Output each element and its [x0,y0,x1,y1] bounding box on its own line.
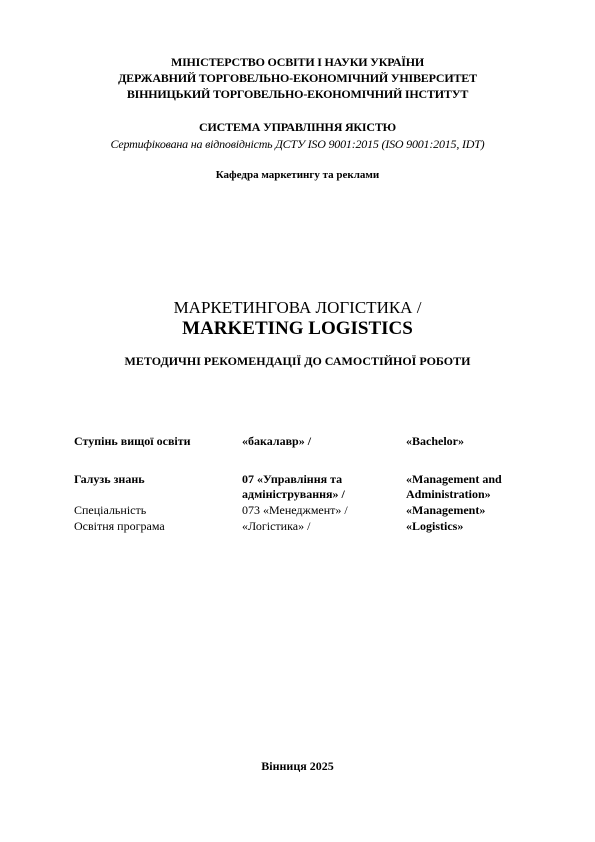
field-value-ua-line1: 07 «Управління та [242,472,343,486]
specialty-value-ua: 073 «Менеджмент» / [242,503,348,517]
university-heading: ДЕРЖАВНИЙ ТОРГОВЕЛЬНО-ЕКОНОМІЧНИЙ УНІВЕРСИТЕТ [118,71,477,85]
field-label: Галузь знань [74,472,145,486]
document-title-ukrainian: МАРКЕТИНГОВА ЛОГІСТИКА / [173,298,422,317]
quality-system-heading: СИСТЕМА УПРАВЛІННЯ ЯКІСТЮ [199,120,396,134]
degree-label: Ступінь вищої освіти [74,434,191,448]
ministry-heading: МІНІСТЕРСТВО ОСВІТИ І НАУКИ УКРАЇНИ [170,55,425,69]
field-value-ua-line2: адміністрування» / [242,487,345,501]
city-year: Вінниця 2025 [261,759,334,773]
document-subtitle: МЕТОДИЧНІ РЕКОМЕНДАЦІЇ ДО САМОСТІЙНОЇ РОБОТИ [124,354,471,368]
field-value-en-line2: Administration» [406,487,491,501]
degree-value-en: «Bachelor» [406,434,464,448]
field-value-en-line1: «Management and [406,472,502,486]
program-value-ua: «Логістика» / [242,519,311,533]
certification-line: Сертифікована на відповідність ДСТУ ISO 9001:2015 (ISO 9001:2015, IDT) [110,137,485,151]
department-name: Кафедра маркетингу та реклами [215,169,380,181]
program-value-en: «Logistics» [406,519,464,533]
program-label: Освітня програма [74,519,165,533]
specialty-value-en: «Management» [406,503,486,517]
degree-value-ua: «бакалавр» / [242,434,312,448]
institute-heading: ВІННИЦЬКИЙ ТОРГОВЕЛЬНО-ЕКОНОМІЧНИЙ ІНСТИТУТ [126,87,469,101]
specialty-label: Спеціальність [74,503,147,517]
document-title-english: MARKETING LOGISTICS [182,318,413,339]
